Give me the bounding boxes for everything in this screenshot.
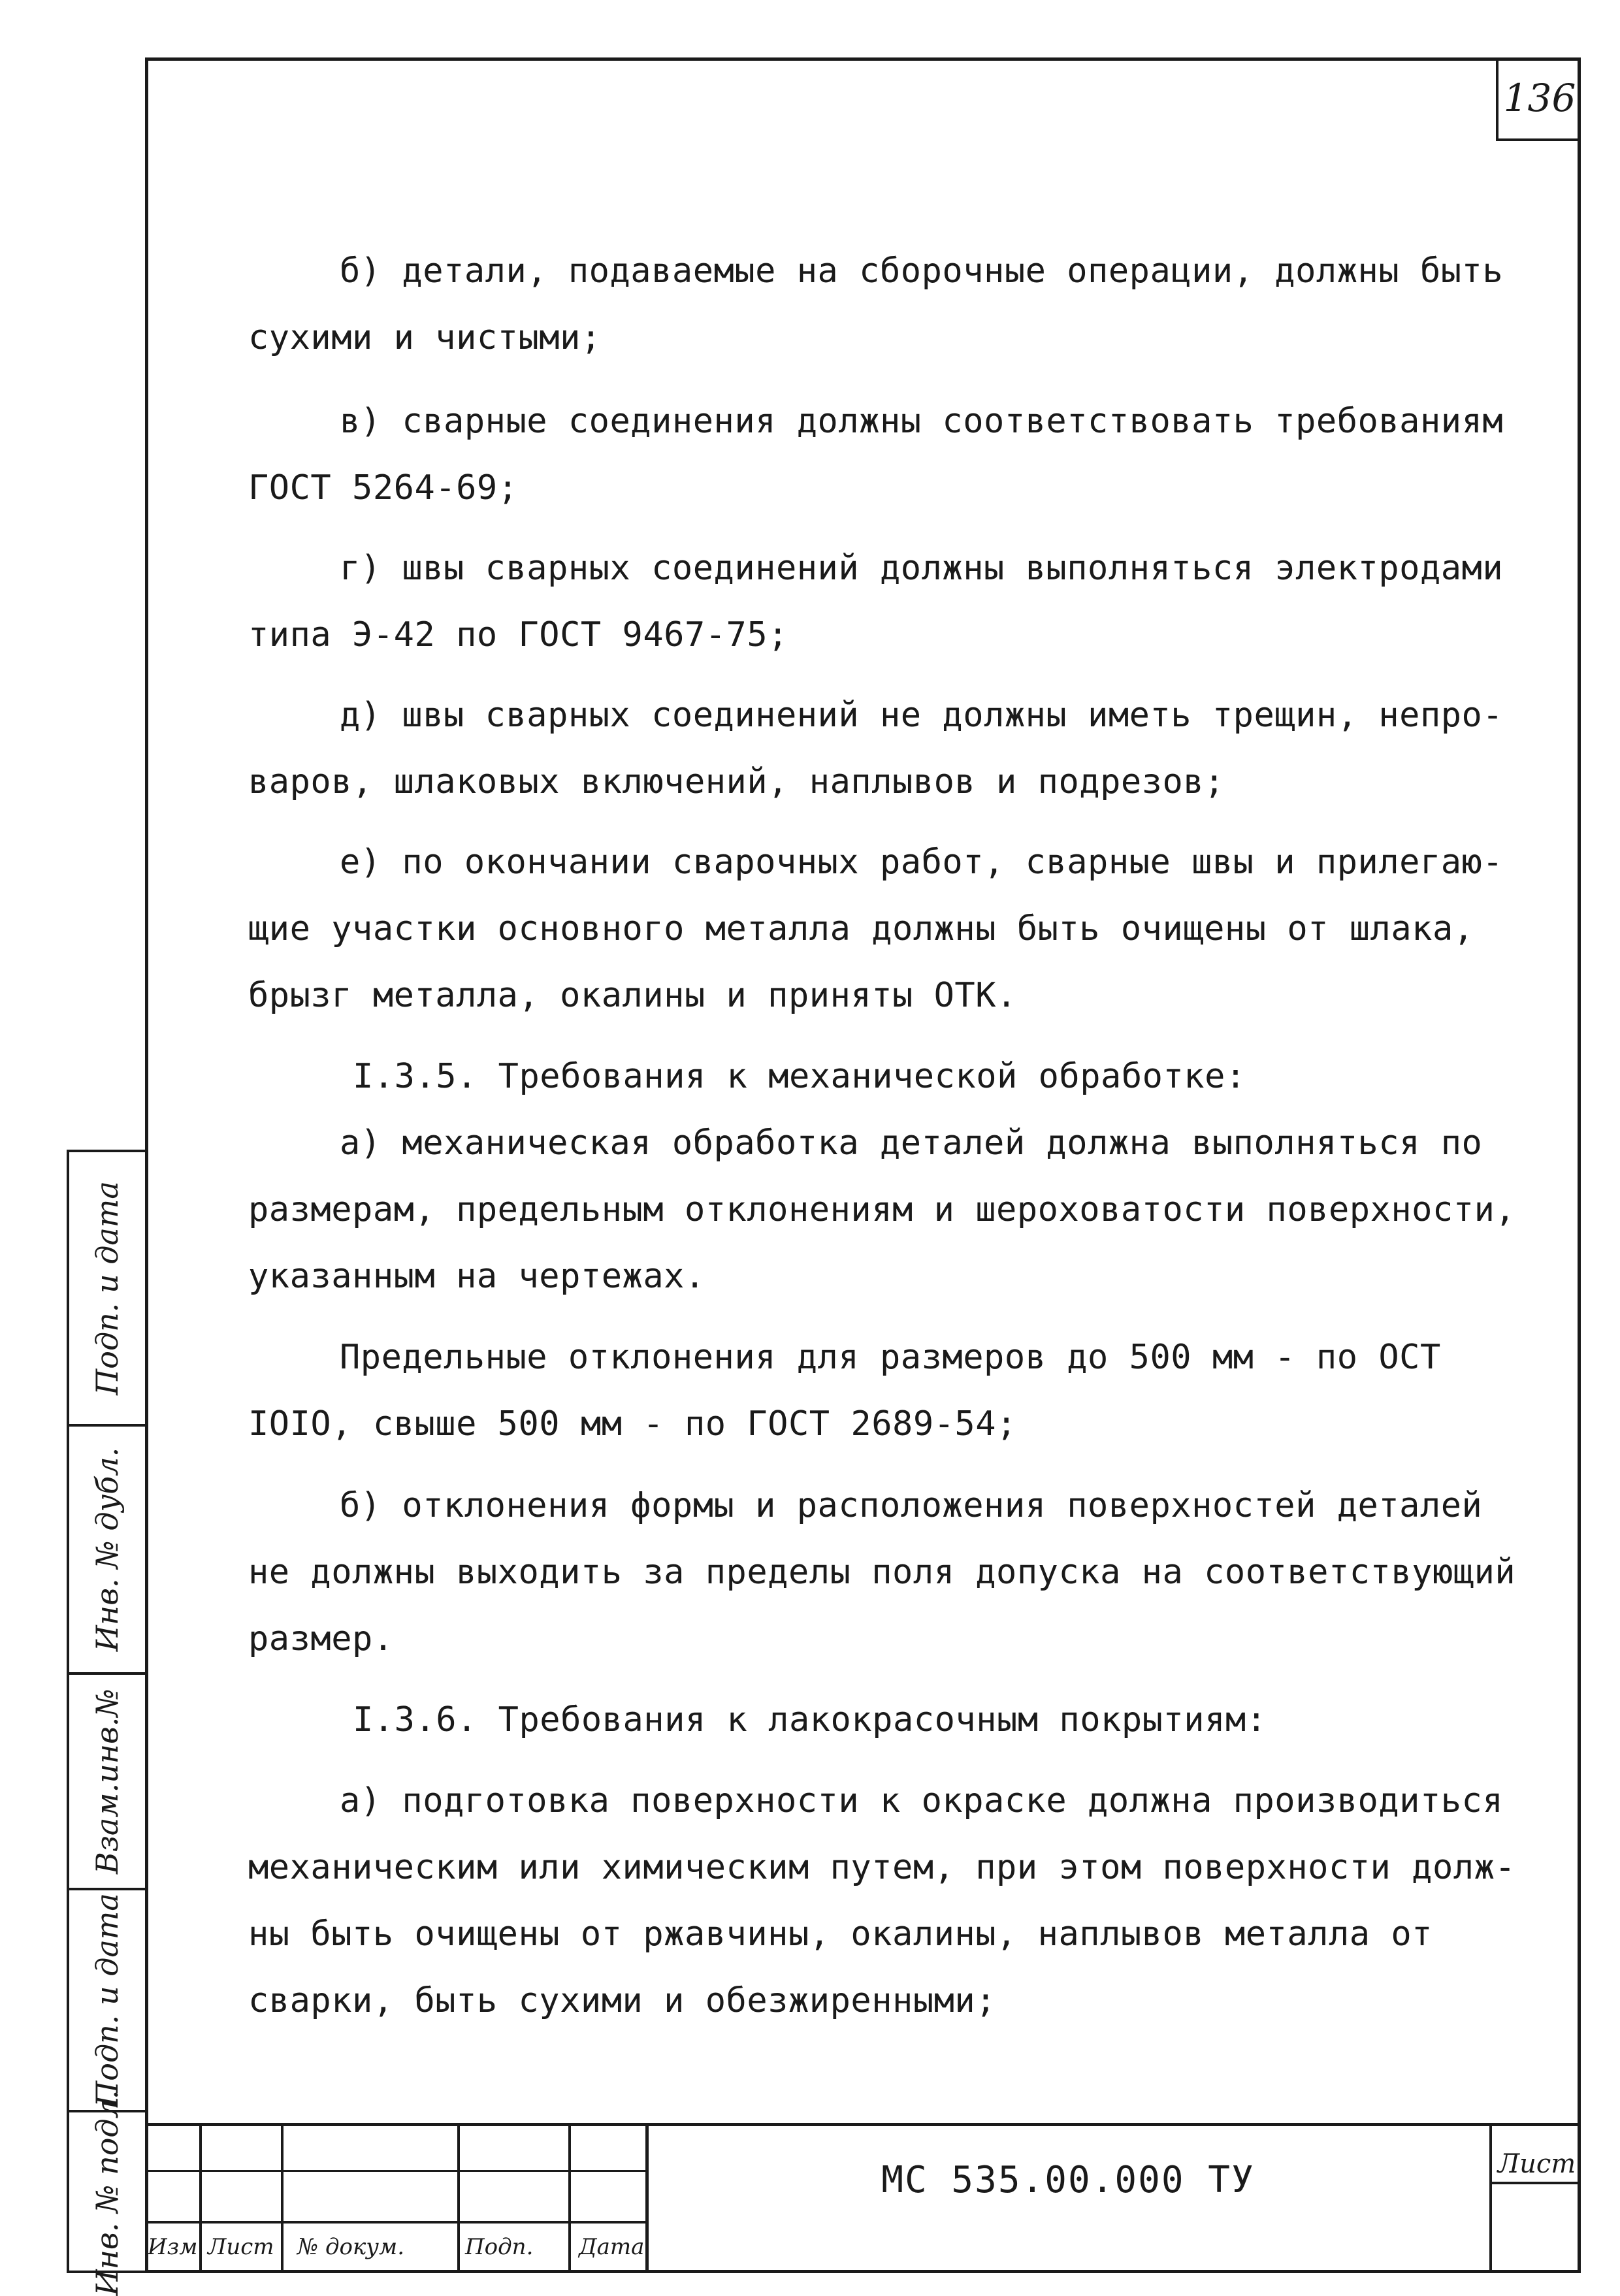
column-label-change: Изм xyxy=(148,2234,198,2260)
text-line: е) по окончании сварочных работ, сварные швы и прилегаю- xyxy=(340,843,1504,882)
text-line: размер. xyxy=(248,1619,394,1658)
column-label-document-no: № докум. xyxy=(297,2234,405,2260)
column-label-sheet: Лист xyxy=(208,2234,274,2260)
title-block-row-rule xyxy=(145,2221,647,2223)
text-line: б) отклонения формы и расположения поверхностей деталей xyxy=(340,1486,1483,1525)
text-line: ны быть очищены от ржавчины, окалины, наплывов металла от xyxy=(248,1915,1433,1954)
text-line: указанным на чертежах. xyxy=(248,1257,705,1296)
text-line: брызг металла, окалины и приняты ОТК. xyxy=(248,976,1017,1015)
text-line: IОIО, свыше 500 мм - по ГОСТ 2689-54; xyxy=(248,1404,1017,1444)
text-line: ГОСТ 5264-69; xyxy=(248,468,519,508)
side-stamp xyxy=(67,1150,145,2296)
stamp-cell-duplicate-inv xyxy=(69,1427,145,1675)
section-heading: I.3.5. Требования к механической обработке: xyxy=(353,1057,1246,1096)
section-heading: I.3.6. Требования к лакокрасочным покрытиям: xyxy=(353,1700,1267,1739)
stamp-label: Взам.инв.№ xyxy=(89,1689,125,1874)
document-number: МС 535.00.000 ТУ xyxy=(881,2159,1255,2201)
title-block-col-rule xyxy=(281,2123,284,2273)
text-line: д) швы сварных соединений не должны иметь трещин, непро- xyxy=(340,696,1504,735)
text-line: механическим или химическим путем, при этом поверхности долж- xyxy=(248,1848,1516,1887)
page-number: 136 xyxy=(1496,57,1581,141)
stamp-label: Подп. и дата xyxy=(89,1893,125,2107)
text-line: не должны выходить за пределы поля допуска на соответствующий xyxy=(248,1553,1516,1592)
text-line: а) механическая обработка деталей должна выполняться по xyxy=(340,1124,1483,1163)
stamp-cell-signature-date-1 xyxy=(69,1890,145,2112)
text-line: в) сварные соединения должны соответствовать требованиям xyxy=(340,402,1504,441)
column-label-signature: Подп. xyxy=(465,2234,534,2260)
text-line: типа Э-42 по ГОСТ 9467-75; xyxy=(248,615,788,655)
stamp-label: Инв. № дубл. xyxy=(89,1447,125,1652)
text-line: сварки, быть сухими и обезжиренными; xyxy=(248,1981,997,2020)
title-block-col-rule xyxy=(568,2123,571,2273)
stamp-label: Подп. и дата xyxy=(89,1181,125,1395)
stamp-label: Инв. № подл. xyxy=(89,2090,125,2296)
title-block-col-rule xyxy=(199,2123,202,2273)
text-line: б) детали, подаваемые на сборочные операции, должны быть xyxy=(340,251,1504,291)
title-block-row-rule xyxy=(145,2170,647,2172)
stamp-cell-replace-inv xyxy=(69,1675,145,1890)
text-line: сухими и чистыми; xyxy=(248,318,602,357)
text-line: размерам, предельным отклонениям и шероховатости поверхности, xyxy=(248,1190,1516,1229)
title-block-sheet-rule xyxy=(1489,2182,1581,2184)
stamp-cell-signature-date-2 xyxy=(69,1152,145,1427)
title-block-col-rule xyxy=(457,2123,460,2273)
text-line: варов, шлаковых включений, наплывов и подрезов; xyxy=(248,762,1225,801)
title-block-col-rule xyxy=(1489,2123,1492,2273)
stamp-cell-original-inv xyxy=(69,2090,145,2296)
title-block-top-rule xyxy=(145,2123,1581,2126)
text-line: а) подготовка поверхности к окраске должна производиться xyxy=(340,1781,1504,1820)
text-line: щие участки основного металла должны быть очищены от шлака, xyxy=(248,909,1474,948)
text-line: г) швы сварных соединений должны выполняться электродами xyxy=(340,549,1504,588)
sheet-label: Лист xyxy=(1497,2149,1576,2179)
column-label-date: Дата xyxy=(579,2234,645,2260)
text-line: Предельные отклонения для размеров до 500 мм - по ОСТ xyxy=(340,1338,1441,1377)
